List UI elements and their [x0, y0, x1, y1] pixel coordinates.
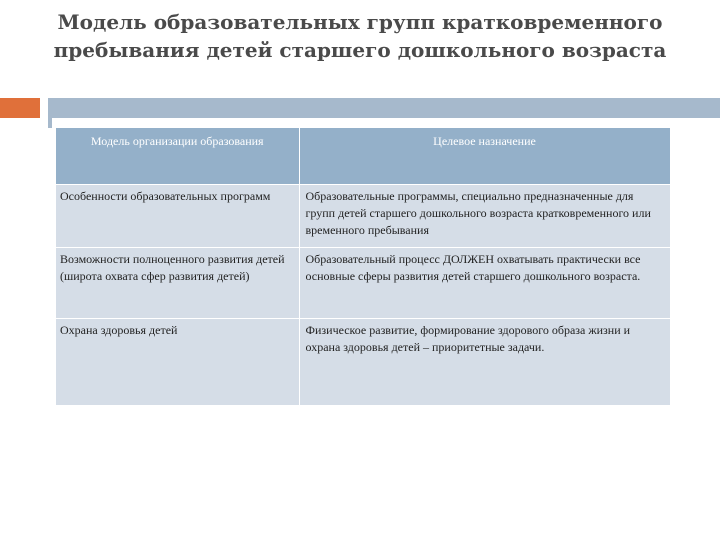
accent-bar-blue	[48, 98, 720, 118]
table-cell: Физическое развитие, формирование здорового образа жизни и охрана здоровья детей – приоритетные задачи.	[299, 319, 670, 406]
table-cell: Образовательный процесс ДОЛЖЕН охватывать практически все основные сферы развития детей старшего дошкольного возраста.	[299, 248, 670, 319]
table-row	[56, 248, 670, 319]
table-header-row	[56, 128, 670, 185]
table-cell: Охрана здоровья детей	[56, 319, 299, 406]
accent-line	[48, 118, 52, 128]
table-cell: Возможности полноценного развития детей (широта охвата сфер развития детей)	[56, 248, 299, 319]
table-row	[56, 185, 670, 248]
slide-title	[0, 8, 720, 64]
header-model: Модель организации образования	[56, 128, 299, 185]
table-cell: Образовательные программы, специально предназначенные для групп детей старшего дошкольного возраста кратковременного или временного пребывания	[299, 185, 670, 248]
slide-title-line-2: пребывания детей старшего дошкольного возраста	[53, 38, 667, 62]
header-purpose: Целевое назначение	[299, 128, 670, 185]
model-table	[56, 128, 671, 405]
table-row	[56, 319, 670, 406]
accent-bar-orange	[0, 98, 40, 118]
table-cell: Особенности образовательных программ	[56, 185, 299, 248]
slide-title-line-1: Модель образовательных групп кратковременного	[57, 10, 663, 34]
